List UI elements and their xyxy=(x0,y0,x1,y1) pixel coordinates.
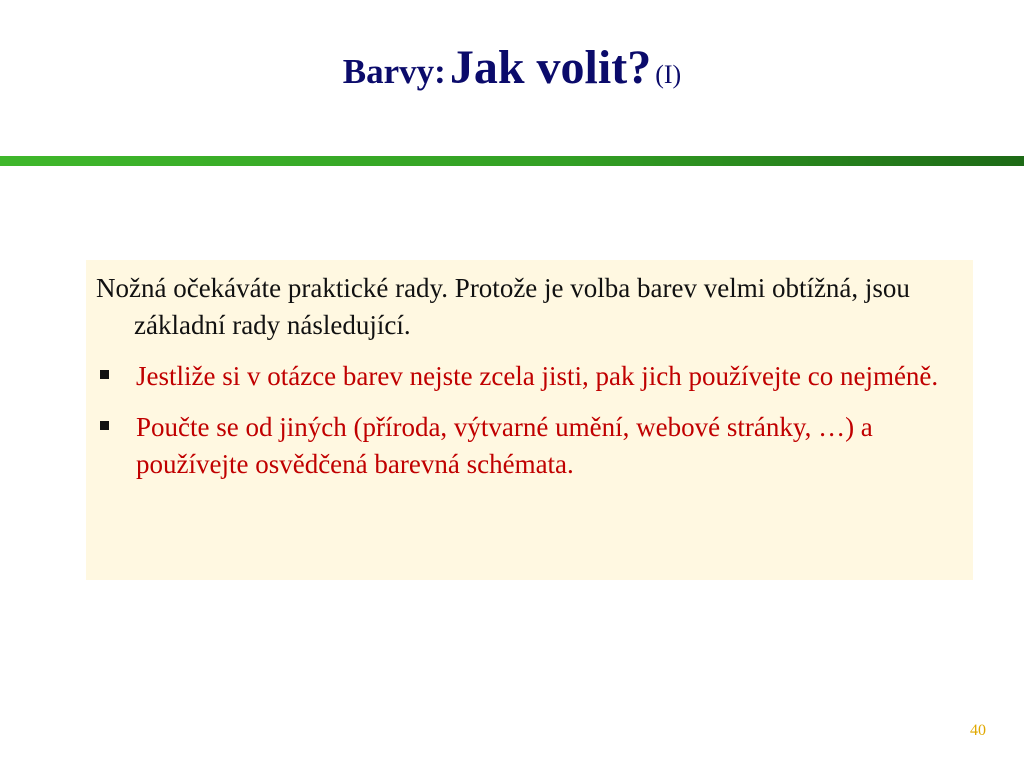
page-number: 40 xyxy=(970,722,986,739)
bullet-item-2-text: Poučte se od jiných (příroda, výtvarné umění, webové stránky, …) a používejte osvědčená barevná schémata. xyxy=(136,412,873,479)
intro-paragraph: Nožná očekáváte praktické rady. Protože je volba barev velmi obtížná, jsou základní rady následující. xyxy=(96,273,910,340)
bullet-item-2 xyxy=(96,409,949,483)
title-divider xyxy=(0,156,1024,166)
slide-title xyxy=(0,41,1024,94)
content-box xyxy=(86,260,973,580)
title-part-jak-volit: Jak volit? xyxy=(449,41,652,94)
title-part-barvy: Barvy: xyxy=(342,52,446,91)
square-bullet-icon xyxy=(100,421,109,430)
title-part-number: (I) xyxy=(655,60,682,89)
bullet-item-1-text: Jestliže si v otázce barev nejste zcela jisti, pak jich používejte co nejméně. xyxy=(136,361,939,391)
bullet-item-1 xyxy=(96,358,949,395)
square-bullet-icon xyxy=(100,370,109,379)
